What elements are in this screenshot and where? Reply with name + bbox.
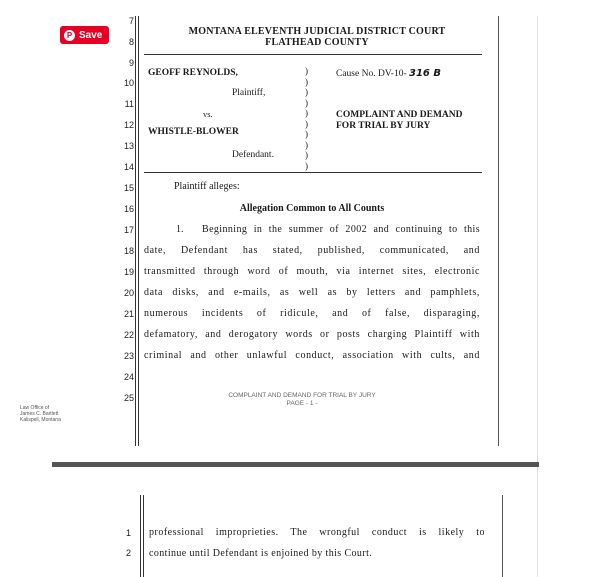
document-page-1 (52, 16, 538, 462)
line-number: 1 (126, 528, 132, 538)
paragraph-line: professional improprieties. The wrongful conduct is likely to (149, 527, 485, 538)
section-heading: Allegation Common to All Counts (239, 203, 385, 214)
law-office-line: Kalispell, Montana (20, 417, 61, 423)
line-number: 24 (123, 372, 134, 382)
court-name (117, 26, 517, 48)
court-county: FLATHEAD COUNTY (265, 37, 369, 48)
handwritten-cause-suffix: 316 B (409, 68, 441, 79)
document-page-2 (52, 467, 538, 577)
line-number: 19 (123, 267, 134, 277)
line-number: 2 (126, 548, 132, 558)
paragraph-line: continue until Defendant is enjoined by this Court. (149, 548, 373, 559)
header-rule (144, 54, 482, 55)
line-number: 14 (123, 162, 134, 172)
plaintiff-label: Plaintiff, (232, 88, 266, 98)
line-number: 21 (123, 309, 134, 319)
document-title (336, 110, 463, 132)
margin-rule-right (498, 16, 499, 446)
paragraph-line: data disks, and e-mails, as well as by letters and pamphlets, (144, 287, 480, 298)
document-title-line: FOR TRIAL BY JURY (336, 121, 431, 131)
paragraph-line: defamatory, and derogatory words or posts charging Plaintiff with (144, 329, 480, 340)
margin-rule-left-inner (138, 16, 139, 446)
law-office-stamp (20, 405, 61, 423)
document-title-line: COMPLAINT AND DEMAND (336, 110, 463, 120)
paragraph-line: date, Defendant has stated, published, communicated, and (144, 245, 480, 256)
defendant-label: Defendant. (232, 150, 274, 160)
plaintiff-alleges: Plaintiff alleges: (174, 181, 240, 192)
line-number: 18 (123, 246, 134, 256)
cause-number-label: Cause No. DV-10- (336, 69, 407, 79)
court-title: MONTANA ELEVENTH JUDICIAL DISTRICT COURT (188, 26, 446, 37)
versus: vs. (203, 109, 213, 119)
cause-number (336, 68, 441, 79)
paragraph-line: transmitted through word of mouth, via internet sites, electronic (144, 266, 480, 277)
pinterest-icon: P (64, 30, 75, 41)
margin-rule-left (135, 16, 136, 446)
line-number: 17 (123, 225, 134, 235)
line-number: 25 (123, 393, 134, 403)
save-button-label: Save (79, 29, 103, 41)
line-number: 10 (123, 78, 134, 88)
paragraph-line: Beginning in the summer of 2002 and continuing to this (202, 224, 480, 235)
line-number: 8 (128, 37, 134, 47)
margin-rule-left-inner (143, 495, 144, 577)
line-number: 13 (123, 141, 134, 151)
paragraph-number: 1. (176, 224, 184, 235)
pinterest-save-button[interactable] (60, 26, 109, 44)
defendant-name: WHISTLE-BLOWER (148, 127, 239, 137)
law-office-line: Law Office of (20, 405, 50, 411)
line-number: 7 (128, 16, 134, 26)
caption-rule (144, 172, 482, 173)
margin-rule-left (140, 495, 141, 577)
margin-rule-right (502, 495, 503, 577)
line-number: 20 (123, 288, 134, 298)
line-number: 11 (124, 99, 134, 109)
caption-parentheses: ) ) ) ) ) ) ) ) ) ) (305, 66, 308, 171)
line-number: 23 (123, 351, 134, 361)
plaintiff-name: GEOFF REYNOLDS, (148, 68, 238, 78)
line-number: 12 (123, 120, 134, 130)
page-footer-number: PAGE - 1 - (286, 400, 318, 407)
paragraph-line: criminal and other unlawful conduct, association with cults, and (144, 350, 480, 361)
law-office-line: James C. Bartlett (20, 411, 59, 417)
line-number: 16 (123, 204, 134, 214)
line-number: 15 (123, 183, 134, 193)
line-number: 22 (123, 330, 134, 340)
page-footer-title: COMPLAINT AND DEMAND FOR TRIAL BY JURY (228, 392, 376, 399)
line-number: 9 (128, 58, 134, 68)
paragraph-line: numerous incidents of ridicule, and of false, disparaging, (144, 308, 480, 319)
